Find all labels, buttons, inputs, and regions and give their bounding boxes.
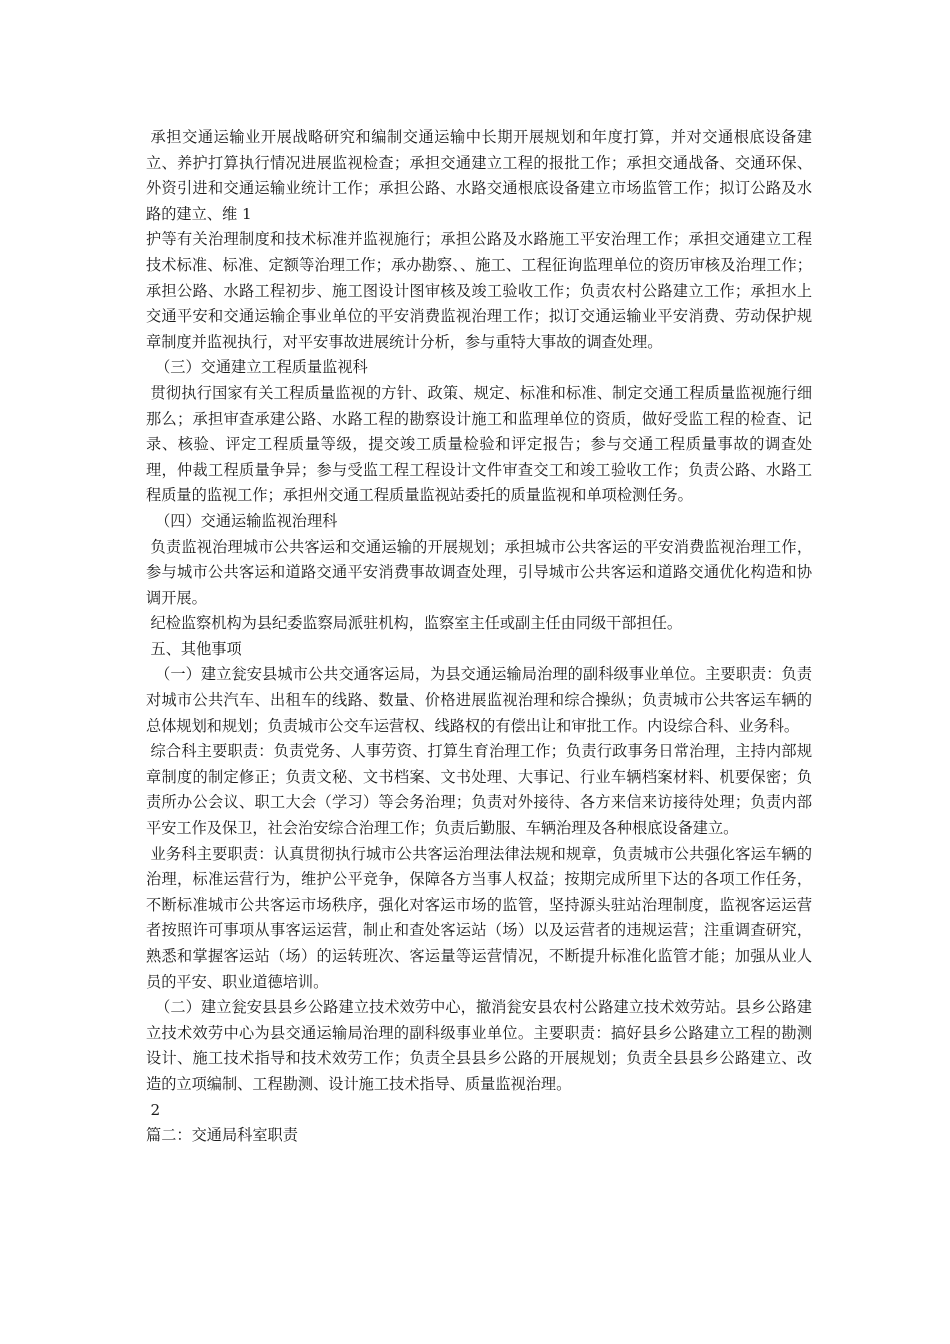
section-heading-other-matters: 五、其他事项 bbox=[150, 639, 242, 658]
paragraph-rural-road-center: （二）建立瓮安县县乡公路建立技术效劳中心，撤消瓮安县农村公路建立技术效劳站。县乡公路建立技术效劳中心为县交通运输局治理的副科级事业单位。主要职责：搞好县乡公路建立工程的勘测设计、施工技术指导和技术效劳工作；负责全县县乡公路的开展规划；负责全县县乡公路建立、改造的立项编制、工程勘测、设计施工技术指导、质量监视治理。 bbox=[146, 998, 812, 1093]
page-number: 2 bbox=[150, 1100, 161, 1119]
paragraph-planning-duties: 承担交通运输业开展战略研究和编制交通运输中长期开展规划和年度打算，并对交通根底设备建立、养护打算执行情况进展监视检查；承担交通建立工程的报批工作；承担交通战备、交通环保、外资引进和交通运输业统计工作；承担公路、水路交通根底设备建立市场监管工作；拟订公路及水路的建立、维 1 bbox=[146, 128, 812, 223]
paragraph-discipline-inspection: 纪检监察机构为县纪委监察局派驻机构，监察室主任或副主任由同级干部担任。 bbox=[150, 614, 683, 633]
section-heading-transport-supervision: （四）交通运输监视治理科 bbox=[155, 511, 338, 530]
chapter-heading: 篇二：交通局科室职责 bbox=[146, 1126, 298, 1145]
paragraph-quality-supervision: 贯彻执行国家有关工程质量监视的方针、政策、规定、标准和标准、制定交通工程质量监视施行细那么；承担审查承建公路、水路工程的勘察设计施工和监理单位的资质，做好受监工程的检查、记录、核验、评定工程质量等级，提交竣工质量检验和评定报告；参与交通工程质量事故的调查处理，仲裁工程质量争异；参与受监工程工程设计文件审查交工和竣工验收工作；负责公路、水路工程质量的监视工作；承担州交通工程质量监视站委托的质量监视和单项检测任务。 bbox=[146, 383, 812, 505]
document-body bbox=[146, 125, 812, 1149]
paragraph-public-transit-bureau: （一）建立瓮安县城市公共交通客运局，为县交通运输局治理的副科级事业单位。主要职责：负责对城市公共汽车、出租车的线路、数量、价格进展监视治理和综合操纵；负责城市公共客运车辆的总体规划和规划；负责城市公交车运营权、线路权的有偿出让和审批工作。内设综合科、业务科。 bbox=[146, 665, 812, 735]
paragraph-business-section: 业务科主要职责：认真贯彻执行城市公共客运治理法律法规和规章，负责城市公共强化客运车辆的治理，标准运营行为，维护公平竞争，保障各方当事人权益；按期完成所里下达的各项工作任务，不断标准城市公共客运市场秩序，强化对客运市场的监管，坚持源头驻站治理制度，监视客运运营者按照许可事项从事客运运营，制止和查处客运站（场）以及运营者的违规运营；注重调查研究，熟悉和掌握客运站（场）的运转班次、客运量等运营情况，不断提升标准化监管才能；加强从业人员的平安、职业道德培训。 bbox=[146, 844, 812, 991]
paragraph-transport-supervision: 负责监视治理城市公共客运和交通运输的开展规划；承担城市公共客运的平安消费监视治理工作，参与城市公共客运和道路交通平安消费事故调查处理，引导城市公共客运和道路交通优化构造和协调开展。 bbox=[146, 537, 812, 607]
paragraph-general-section: 综合科主要职责：负责党务、人事劳资、打算生育治理工作；负责行政事务日常治理，主持内部规章制度的制定修正；负责文秘、文书档案、文书处理、大事记、行业车辆档案材料、机要保密；负责所办公会议、职工大会（学习）等会务治理；负责对外接待、各方来信来访接待处理；负责内部平安工作及保卫，社会治安综合治理工作；负责后勤服、车辆治理及各种根底设备建立。 bbox=[146, 742, 812, 838]
paragraph-safety-duties: 护等有关治理制度和技术标准并监视施行；承担公路及水路施工平安治理工作；承担交通建立工程技术标准、标准、定额等治理工作；承办勘察、、施工、工程征询监理单位的资历审核及治理工作；承担公路、水路工程初步、施工图设计图审核及竣工验收工作；负责农村公路建立工作；承担水上交通平安和交通运输企事业单位的平安消费监视治理工作；拟订交通运输业平安消费、劳动保护规章制度并监视执行，对平安事故进展统计分析，参与重特大事故的调查处理。 bbox=[146, 230, 812, 351]
section-heading-quality-supervision: （三）交通建立工程质量监视科 bbox=[155, 358, 368, 377]
